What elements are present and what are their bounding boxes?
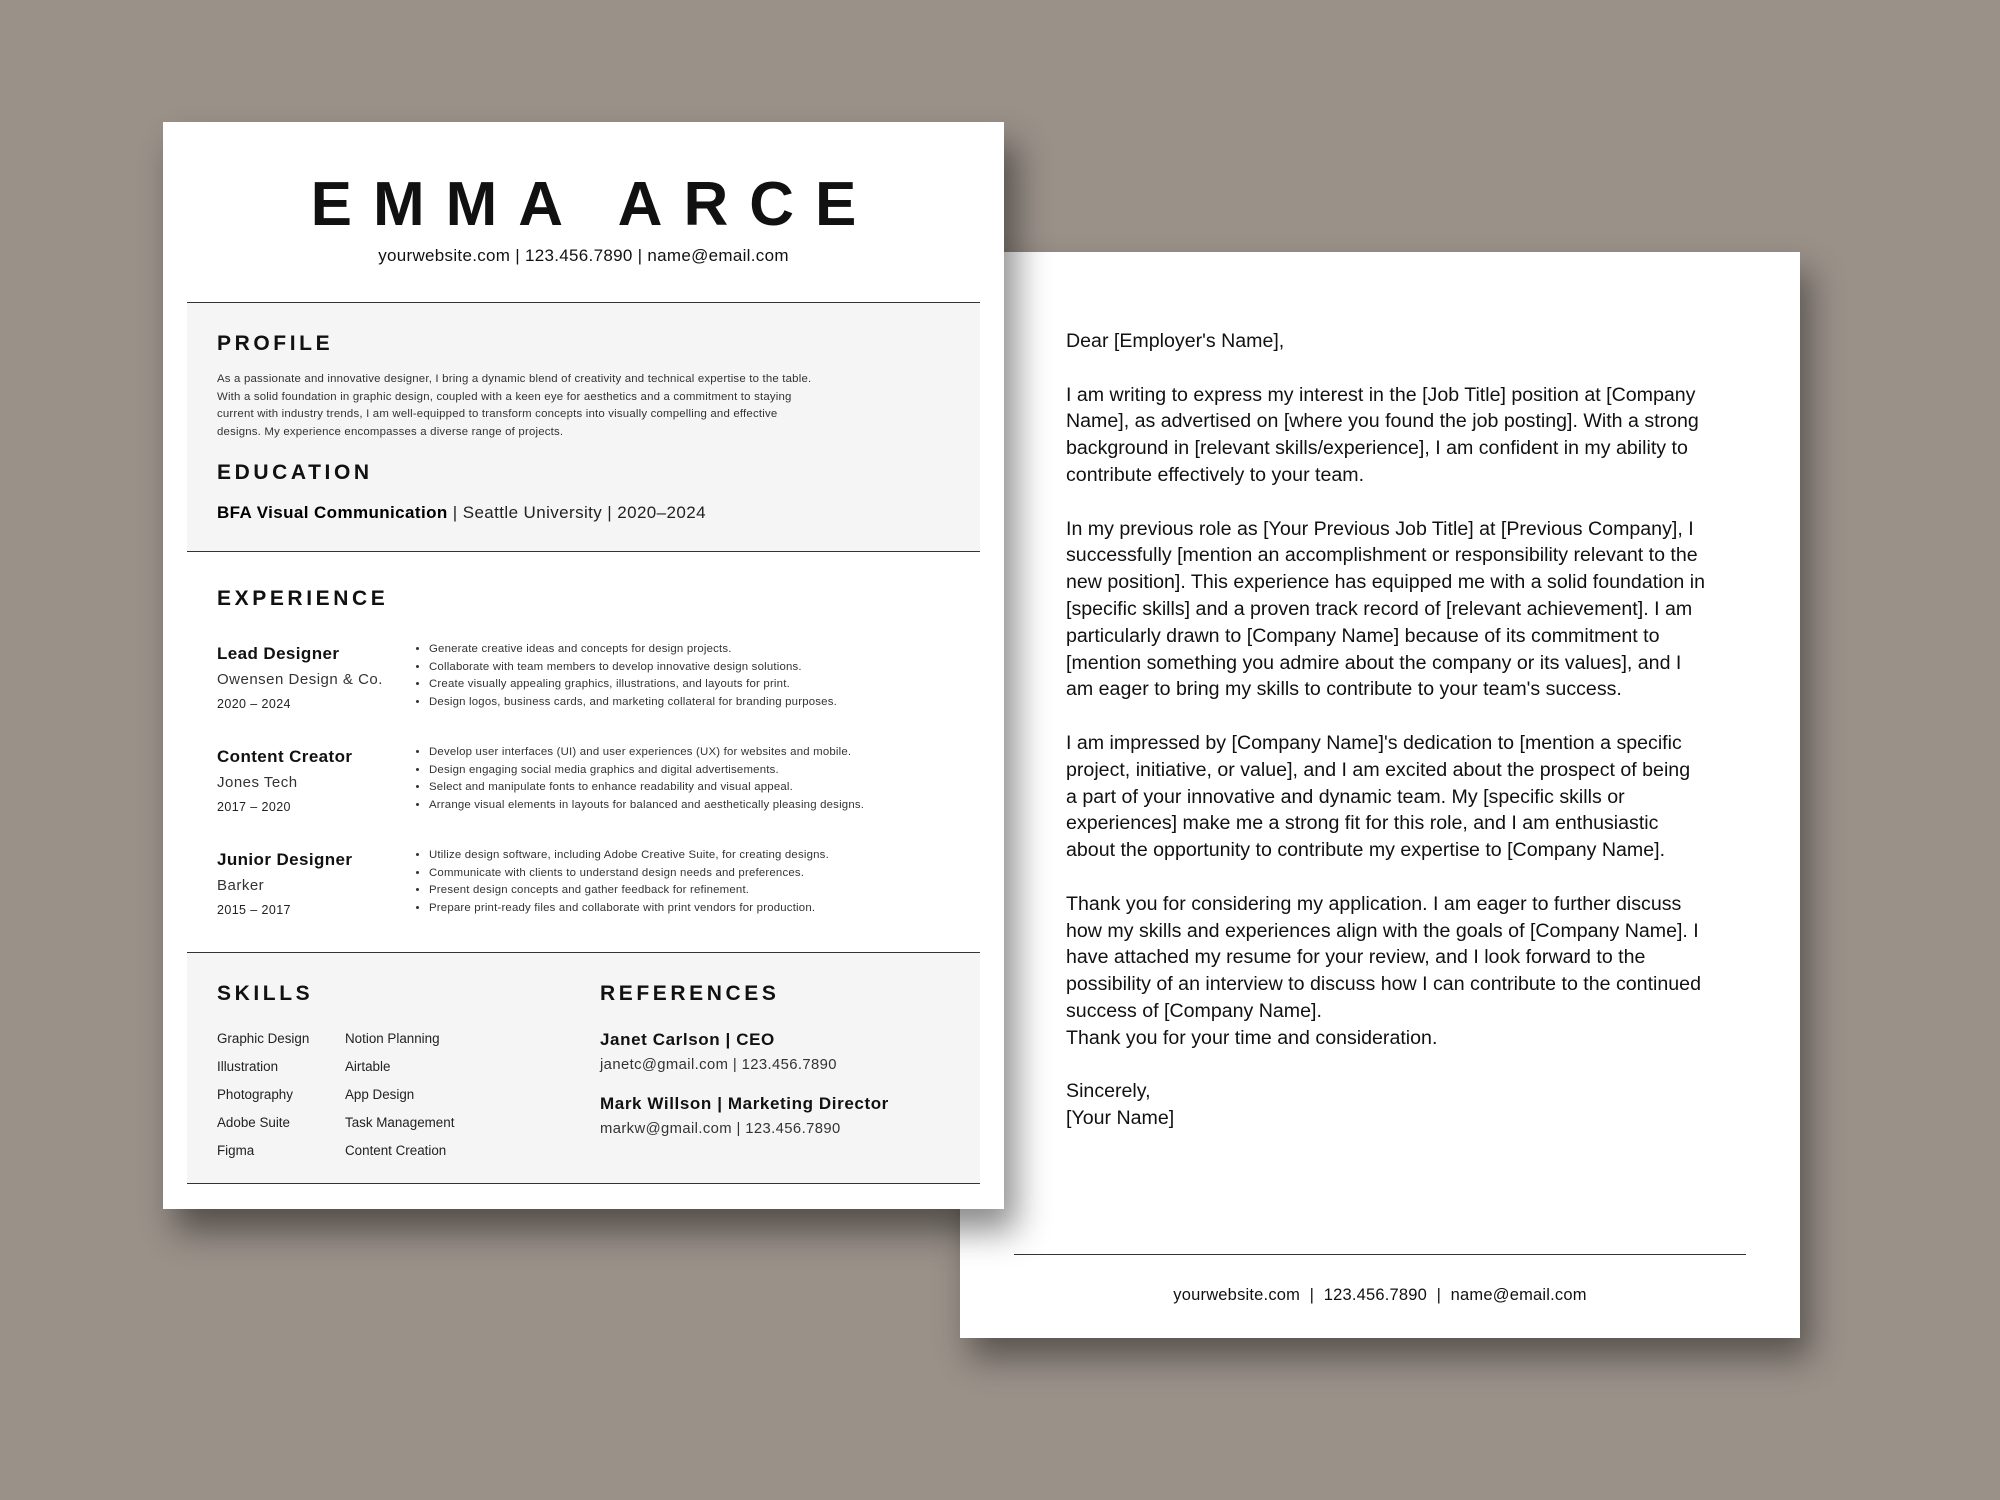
experience-heading: EXPERIENCE — [217, 587, 389, 610]
footer-divider — [1014, 1254, 1746, 1255]
reference-contact: markw@gmail.com | 123.456.7890 — [600, 1121, 841, 1137]
job-bullet: • Design engaging social media graphics and digital advertisements. — [429, 762, 864, 780]
resume-contact: yourwebsite.com | 123.456.7890 | name@email.com — [378, 246, 789, 265]
job-years: 2020 – 2024 — [217, 697, 291, 711]
job-years: 2015 – 2017 — [217, 903, 291, 917]
job-bullets — [415, 847, 829, 917]
skill-item: Adobe Suite — [217, 1115, 290, 1130]
letter-paragraph: Thank you for considering my application. I am eager to further discuss how my skills and experiences align with the goals of [Company Name]. I have attached my resume for your review, and I look forward to the possibility of an interview to discuss how I can contribute to the continued success of [Company Name]. — [1066, 892, 1701, 1022]
job-years: 2017 – 2020 — [217, 800, 291, 814]
job-title: Content Creator — [217, 747, 353, 766]
education-degree: BFA Visual Communication — [217, 503, 448, 522]
job-company: Owensen Design & Co. — [217, 671, 383, 688]
cover-letter-page — [960, 252, 1800, 1338]
letter-body — [1066, 328, 1706, 1159]
letter-thanks: Thank you for your time and consideration. — [1066, 1026, 1438, 1049]
job-bullet: • Generate creative ideas and concepts for design projects. — [429, 641, 837, 659]
skill-item: App Design — [345, 1087, 415, 1102]
skills-heading: SKILLS — [217, 982, 314, 1005]
job-bullet: • Utilize design software, including Adobe Creative Suite, for creating designs. — [429, 847, 829, 865]
resume-page — [163, 122, 1004, 1209]
job-bullet: • Prepare print-ready files and collaborate with print vendors for production. — [429, 900, 829, 918]
job-entry — [217, 644, 957, 734]
letter-paragraph: I am writing to express my interest in the [Job Title] position at [Company Name], as advertised on [where you found the job posting]. With a strong background in [relevant skills/experience], I am confident in my ability to contribute effectively to your team. — [1066, 383, 1699, 486]
profile-line: designs. My experience encompasses a diverse range of projects. — [217, 425, 564, 438]
profile-text — [217, 371, 935, 441]
job-bullet: • Communicate with clients to understand design needs and preferences. — [429, 865, 829, 883]
skill-item: Content Creation — [345, 1143, 447, 1158]
letter-paragraph: In my previous role as [Your Previous Job Title] at [Previous Company], I successfully [mention an accomplishment or responsibility relevant to the new position]. This experience has equipped me with a solid foundation in [specific skills] and a proven track record of [relevant achievement]. I am particularly drawn to [Company Name] because of its commitment to [mention something you admire about the company or its values], and I am eager to bring my skills to contribute to your team's success. — [1066, 517, 1706, 701]
job-bullet: • Arrange visual elements in layouts for balanced and aesthetically pleasing designs. — [429, 797, 864, 815]
profile-line: As a passionate and innovative designer, I bring a dynamic blend of creativity and technical expertise to the table. — [217, 373, 812, 385]
skill-item: Photography — [217, 1087, 293, 1102]
job-bullets — [415, 641, 837, 711]
education-heading: EDUCATION — [217, 461, 373, 484]
reference-entry — [600, 1030, 837, 1073]
reference-contact: janetc@gmail.com | 123.456.7890 — [600, 1057, 837, 1073]
reference-name: Janet Carlson | CEO — [600, 1030, 775, 1049]
skills-column — [217, 1025, 309, 1165]
skill-item: Airtable — [345, 1059, 391, 1074]
education-entry — [217, 503, 706, 523]
profile-line: current with industry trends, I am well-equipped to transform concepts into visually compelling and effective — [217, 408, 778, 420]
skill-item: Notion Planning — [345, 1031, 440, 1046]
profile-heading: PROFILE — [217, 332, 334, 355]
job-entry — [217, 747, 957, 837]
skill-item: Illustration — [217, 1059, 279, 1074]
skills-column — [345, 1025, 454, 1165]
job-bullet: • Design logos, business cards, and marketing collateral for branding purposes. — [429, 694, 837, 712]
references-heading: REFERENCES — [600, 982, 780, 1005]
letter-paragraph: I am impressed by [Company Name]'s dedication to [mention a specific project, initiative, or value], and I am excited about the prospect of being a part of your innovative and dynamic team. My [specific skills or experiences] make me a strong fit for this role, and I am enthusiastic about the opportunity to contribute my expertise to [Company Name]. — [1066, 731, 1691, 862]
education-details: | Seattle University | 2020–2024 — [447, 503, 706, 522]
skill-item: Graphic Design — [217, 1031, 310, 1046]
experience-section — [187, 552, 980, 952]
job-company: Jones Tech — [217, 774, 298, 791]
reference-name: Mark Willson | Marketing Director — [600, 1094, 889, 1113]
letter-closing: Sincerely, — [1066, 1080, 1151, 1103]
job-company: Barker — [217, 877, 265, 894]
resume-name: EMMA ARCE — [310, 170, 878, 239]
skill-item: Figma — [217, 1143, 255, 1158]
job-bullets — [415, 744, 864, 814]
job-bullet: • Create visually appealing graphics, illustrations, and layouts for print. — [429, 676, 837, 694]
reference-entry — [600, 1094, 889, 1137]
skill-item: Task Management — [345, 1115, 455, 1130]
letter-salutation: Dear [Employer's Name], — [1066, 330, 1285, 352]
skills-references-section — [187, 952, 980, 1184]
profile-education-section — [187, 302, 980, 552]
letter-signature: [Your Name] — [1066, 1107, 1175, 1130]
job-bullet: • Select and manipulate fonts to enhance readability and visual appeal. — [429, 779, 864, 797]
letter-footer-contact: yourwebsite.com | 123.456.7890 | name@email.com — [1173, 1286, 1587, 1304]
job-bullet: • Present design concepts and gather feedback for refinement. — [429, 882, 829, 900]
job-bullet: • Develop user interfaces (UI) and user experiences (UX) for websites and mobile. — [429, 744, 864, 762]
job-bullet: • Collaborate with team members to develop innovative design solutions. — [429, 659, 837, 677]
job-title: Junior Designer — [217, 850, 353, 869]
job-title: Lead Designer — [217, 644, 340, 663]
job-entry — [217, 850, 957, 940]
profile-line: With a solid foundation in graphic design, coupled with a keen eye for aesthetics and a commitment to staying — [217, 390, 792, 403]
